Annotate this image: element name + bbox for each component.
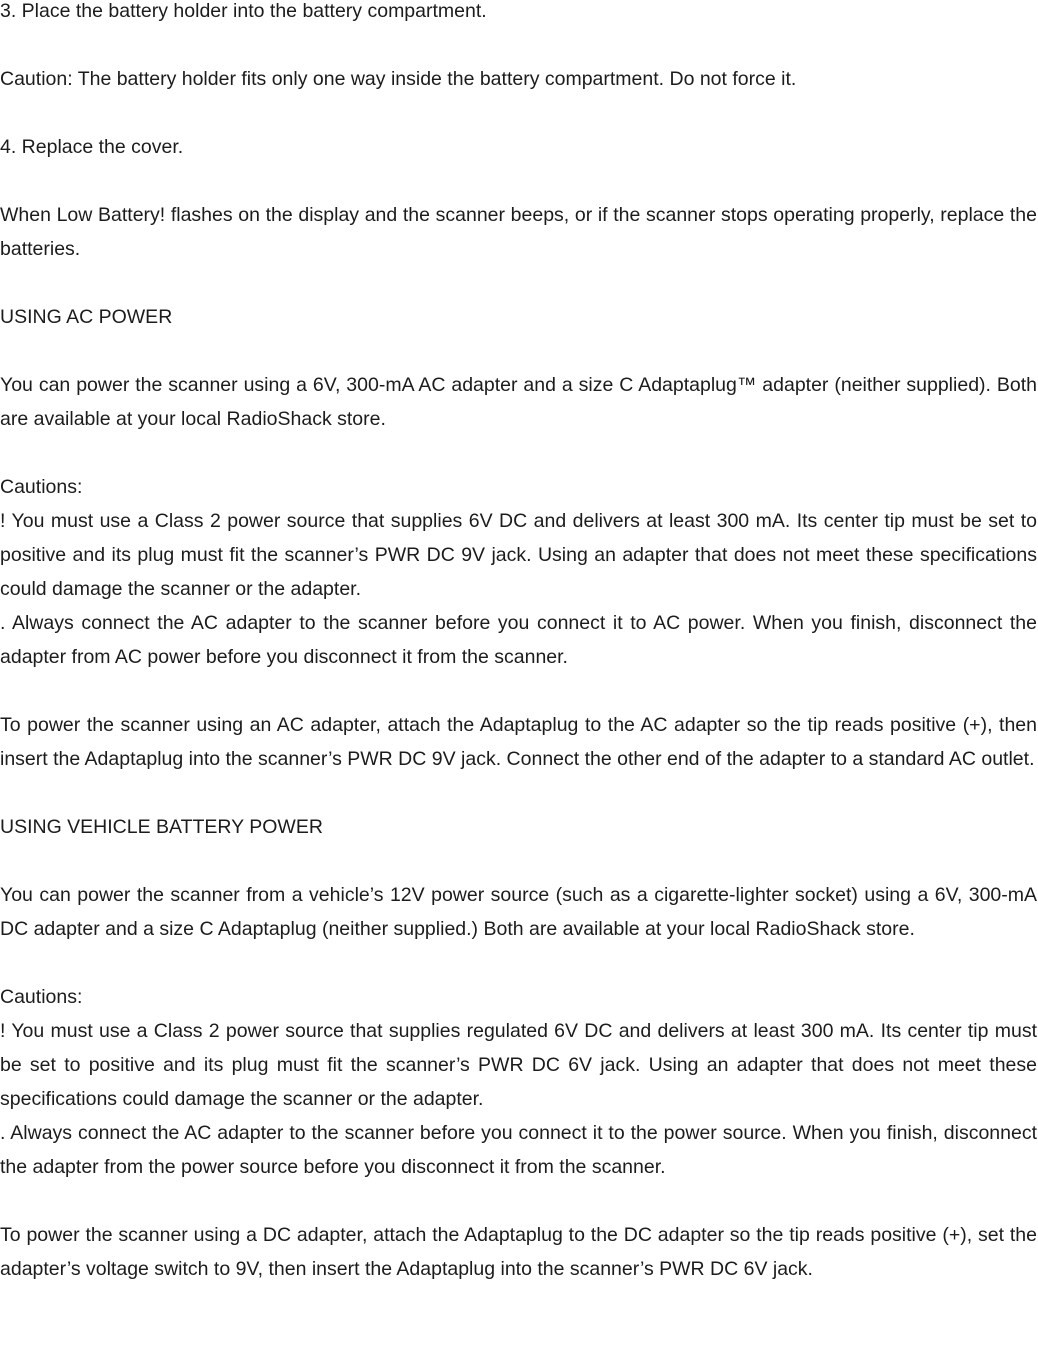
step-3-text: 3. Place the battery holder into the battery compartment.	[0, 0, 487, 22]
ac-power-intro: You can power the scanner using a 6V, 300-mA AC adapter and a size C Adaptaplug™ adapter (neither supplied). Both are available at your local RadioShack store.	[0, 374, 1037, 430]
step-4-text: 4. Replace the cover.	[0, 136, 184, 158]
section-heading-vehicle-power: USING VEHICLE BATTERY POWER	[0, 816, 323, 838]
vehicle-caution-class2: ! You must use a Class 2 power source that supplies regulated 6V DC and delivers at least 300 mA. Its center tip must be set to positive and its plug must fit the scanner’s PWR DC 6V jack. Using an adapter that does not meet these specifications could damage the scanner or the adapter.	[0, 1020, 1037, 1110]
ac-cautions-label: Cautions:	[0, 476, 83, 498]
ac-adapter-instructions: To power the scanner using an AC adapter, attach the Adaptaplug to the AC adapter so the tip reads positive (+), then insert the Adaptaplug into the scanner’s PWR DC 9V jack. Connect the other end of the adapter to a standard AC outlet.	[0, 714, 1037, 770]
low-battery-paragraph: When Low Battery! flashes on the display and the scanner beeps, or if the scanner stops operating properly, replace the batteries.	[0, 204, 1037, 260]
vehicle-cautions-label: Cautions:	[0, 986, 83, 1008]
vehicle-caution-connect-order: . Always connect the AC adapter to the scanner before you connect it to the power source. When you finish, disconnect the adapter from the power source before you disconnect it from the scanner.	[0, 1122, 1037, 1178]
battery-holder-caution: Caution: The battery holder fits only one way inside the battery compartment. Do not force it.	[0, 68, 797, 90]
section-heading-ac-power: USING AC POWER	[0, 306, 173, 328]
ac-caution-class2: ! You must use a Class 2 power source that supplies 6V DC and delivers at least 300 mA. Its center tip must be set to positive and its plug must fit the scanner’s PWR DC 9V jack. Using an adapter that does not meet these specifications could damage the scanner or the adapter.	[0, 510, 1037, 600]
dc-adapter-instructions: To power the scanner using a DC adapter, attach the Adaptaplug to the DC adapter so the tip reads positive (+), set the adapter’s voltage switch to 9V, then insert the Adaptaplug into the scanner’s PWR DC 6V jack.	[0, 1224, 1037, 1280]
ac-caution-connect-order: . Always connect the AC adapter to the scanner before you connect it to AC power. When you finish, disconnect the adapter from AC power before you disconnect it from the scanner.	[0, 612, 1037, 668]
vehicle-power-intro: You can power the scanner from a vehicle’s 12V power source (such as a cigarette-lighter socket) using a 6V, 300-mA DC adapter and a size C Adaptaplug (neither supplied.) Both are available at your local RadioShack store.	[0, 884, 1037, 940]
